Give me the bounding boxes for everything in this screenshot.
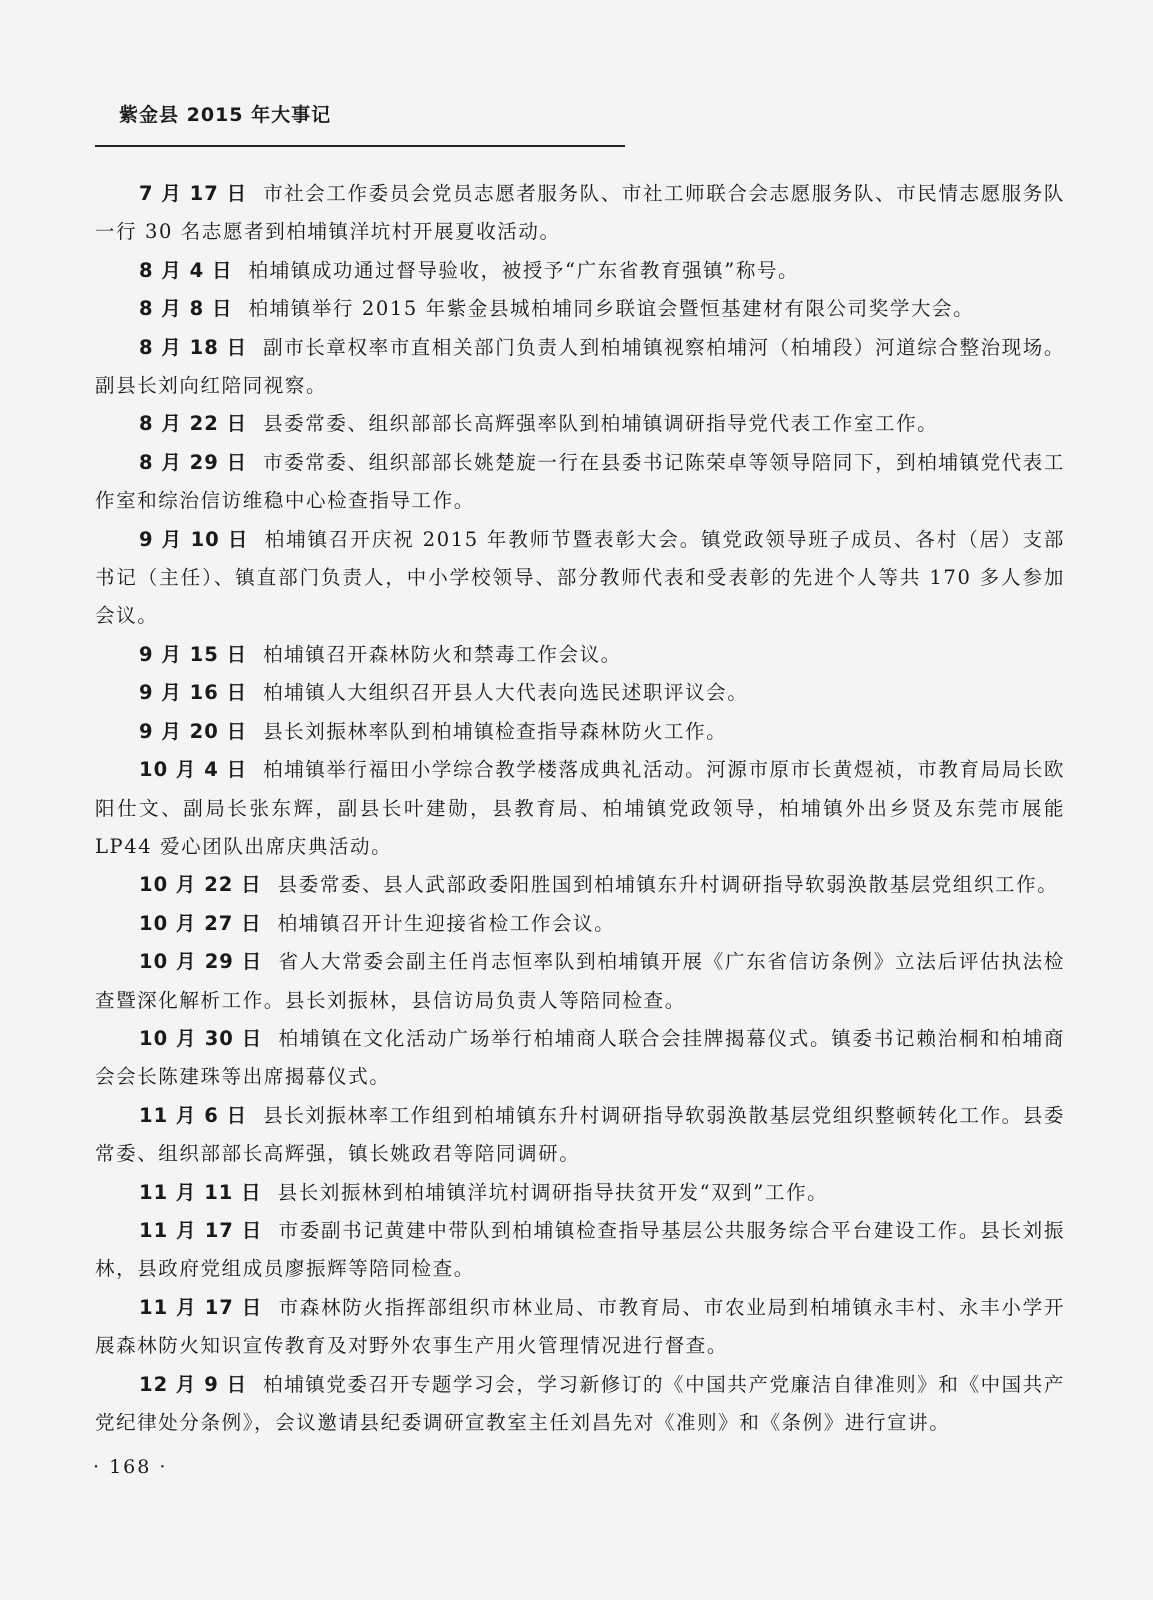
chronicle-entry	[95, 866, 1065, 904]
chronicle-entry	[95, 1289, 1065, 1366]
entry-date: 8 月 18 日	[139, 335, 248, 359]
chronicle-entry	[95, 905, 1065, 943]
entry-text: 柏埔镇成功通过督导验收，被授予“广东省教育强镇”称号。	[248, 258, 800, 282]
entry-text: 柏埔镇举行 2015 年紫金县城柏埔同乡联谊会暨恒基建材有限公司奖学大会。	[248, 297, 975, 321]
page-number: · 168 ·	[93, 1456, 168, 1478]
header-rule	[95, 145, 625, 147]
entry-date: 12 月 9 日	[139, 1372, 248, 1396]
entry-date: 11 月 17 日	[139, 1218, 263, 1242]
entry-text: 市森林防火指挥部组织市林业局、市教育局、市农业局到柏埔镇永丰村、永丰小学开展森林防火知识宣传教育及对野外农事生产用火管理情况进行督查。	[95, 1295, 1065, 1358]
chronicle-entry	[95, 1212, 1065, 1289]
page-title: 紫金县 2015 年大事记	[119, 104, 332, 126]
chronicle-entry	[95, 751, 1065, 866]
entry-text: 柏埔镇党委召开专题学习会，学习新修订的《中国共产党廉洁自律准则》和《中国共产党纪律处分条例》，会议邀请县纪委调研宣教室主任刘昌先对《准则》和《条例》进行宣讲。	[95, 1372, 1065, 1434]
entry-date: 8 月 29 日	[139, 450, 248, 474]
entry-text: 省人大常委会副主任肖志恒率队到柏埔镇开展《广东省信访条例》立法后评估执法检查暨深化解析工作。县长刘振林，县信访局负责人等陪同检查。	[95, 950, 1065, 1012]
entry-date: 9 月 20 日	[139, 719, 248, 743]
chronicle-entry	[95, 943, 1065, 1020]
chronicle-entry	[95, 175, 1065, 252]
entry-text: 县长刘振林到柏埔镇洋坑村调研指导扶贫开发“双到”工作。	[277, 1180, 829, 1204]
chronicle-entry	[95, 521, 1065, 636]
entry-text: 柏埔镇召开森林防火和禁毒工作会议。	[263, 642, 622, 666]
entry-text: 副市长章权率市直相关部门负责人到柏埔镇视察柏埔河（柏埔段）河道综合整治现场。副县长刘向红陪同视察。	[95, 335, 1065, 398]
chronicle-entry	[95, 636, 1065, 674]
entry-date: 10 月 27 日	[139, 911, 262, 935]
chronicle-entry	[95, 1097, 1065, 1174]
entry-text: 县长刘振林率工作组到柏埔镇东升村调研指导软弱涣散基层党组织整顿转化工作。县委常委、组织部部长高辉强，镇长姚政君等陪同调研。	[95, 1103, 1065, 1166]
entry-date: 8 月 4 日	[139, 258, 233, 282]
chronicle-entry	[95, 713, 1065, 751]
entry-text: 县委常委、县人武部政委阳胜国到柏埔镇东升村调研指导软弱涣散基层党组织工作。	[277, 873, 1059, 897]
entry-text: 柏埔镇人大组织召开县人大代表向选民述职评议会。	[263, 681, 749, 705]
entry-date: 9 月 10 日	[139, 527, 249, 551]
chronicle-entry	[95, 1366, 1065, 1443]
entry-text: 市委常委、组织部部长姚楚旋一行在县委书记陈荣卓等领导陪同下，到柏埔镇党代表工作室和综治信访维稳中心检查指导工作。	[95, 450, 1065, 513]
entry-text: 柏埔镇召开计生迎接省检工作会议。	[277, 911, 616, 935]
entry-text: 柏埔镇举行福田小学综合教学楼落成典礼活动。河源市原市长黄煜祯，市教育局局长欧阳仕文、副局长张东辉，副县长叶建勋，县教育局、柏埔镇党政领导，柏埔镇外出乡贤及东莞市展能 LP44 爱心团队出席庆典活动。	[95, 758, 1065, 858]
entry-date: 9 月 15 日	[139, 642, 248, 666]
chronicle-entry	[95, 329, 1065, 406]
entry-date: 10 月 4 日	[139, 758, 248, 782]
chronicle-entry	[95, 674, 1065, 712]
entry-date: 11 月 6 日	[139, 1103, 248, 1127]
entry-date: 10 月 30 日	[139, 1026, 263, 1050]
entry-text: 柏埔镇召开庆祝 2015 年教师节暨表彰大会。镇党政领导班子成员、各村（居）支部书记（主任）、镇直部门负责人，中小学校领导、部分教师代表和受表彰的先进个人等共 170 多人参加会议。	[95, 527, 1065, 628]
entry-date: 8 月 22 日	[139, 412, 248, 436]
entry-text: 市社会工作委员会党员志愿者服务队、市社工师联合会志愿服务队、市民情志愿服务队一行 30 名志愿者到柏埔镇洋坑村开展夏收活动。	[95, 182, 1065, 244]
entry-date: 7 月 17 日	[139, 182, 248, 205]
entry-date: 11 月 11 日	[139, 1180, 262, 1204]
entry-date: 8 月 8 日	[139, 297, 233, 321]
chronicle-entries	[95, 175, 1065, 1442]
entry-text: 柏埔镇在文化活动广场举行柏埔商人联合会挂牌揭幕仪式。镇委书记赖治桐和柏埔商会会长陈建珠等出席揭幕仪式。	[95, 1026, 1065, 1089]
chronicle-entry	[95, 1020, 1065, 1097]
chronicle-entry	[95, 444, 1065, 521]
entry-text: 县委常委、组织部部长高辉强率队到柏埔镇调研指导党代表工作室工作。	[263, 412, 939, 436]
entry-text: 市委副书记黄建中带队到柏埔镇检查指导基层公共服务综合平台建设工作。县长刘振林，县政府党组成员廖振辉等陪同检查。	[95, 1218, 1065, 1281]
chronicle-entry	[95, 252, 1065, 290]
chronicle-entry	[95, 1174, 1065, 1212]
chronicle-entry	[95, 405, 1065, 443]
entry-date: 11 月 17 日	[139, 1295, 263, 1319]
entry-date: 10 月 22 日	[139, 873, 262, 897]
entry-text: 县长刘振林率队到柏埔镇检查指导森林防火工作。	[263, 719, 728, 743]
chronicle-entry	[95, 290, 1065, 328]
entry-date: 10 月 29 日	[139, 950, 263, 974]
entry-date: 9 月 16 日	[139, 681, 248, 705]
